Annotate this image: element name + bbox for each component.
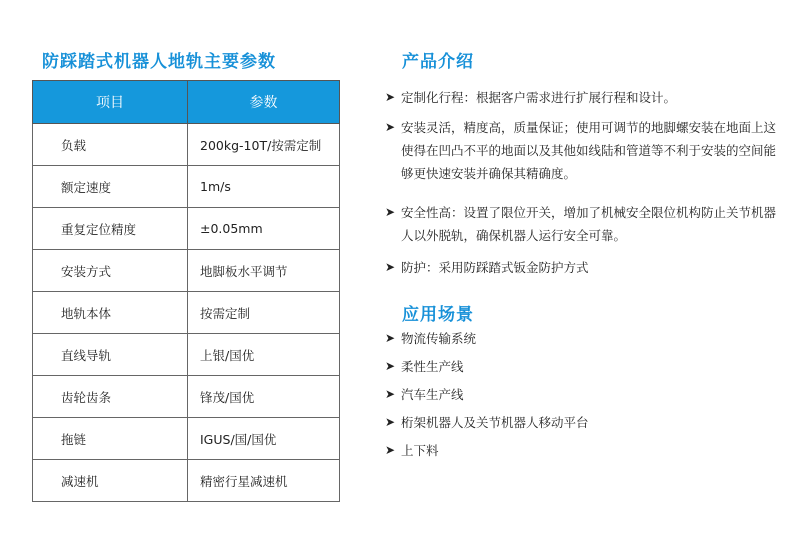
arrow-icon: ➤ xyxy=(385,359,396,373)
param-name: 额定速度 xyxy=(33,166,188,208)
param-value: 按需定制 xyxy=(188,292,340,334)
intro-item: ➤ 防护：采用防踩踏式钣金防护方式 xyxy=(385,256,785,279)
param-value: 上银/国优 xyxy=(188,334,340,376)
intro-title: 产品介绍 xyxy=(402,52,474,72)
param-value: IGUS/国/国优 xyxy=(188,418,340,460)
param-value: 锋茂/国优 xyxy=(188,376,340,418)
table-row xyxy=(33,334,340,376)
arrow-icon: ➤ xyxy=(385,443,396,457)
param-value: 200kg-10T/按需定制 xyxy=(188,124,340,166)
header-value: 参数 xyxy=(188,81,340,124)
param-name: 重复定位精度 xyxy=(33,208,188,250)
table-row xyxy=(33,124,340,166)
table-row xyxy=(33,460,340,502)
arrow-icon: ➤ xyxy=(385,387,396,401)
app-item: ➤ 物流传输系统 xyxy=(385,327,785,350)
intro-item: ➤ 安全性高：设置了限位开关，增加了机械安全限位机构防止关节机器人以外脱轨，确保机器人运行安全可靠。 xyxy=(385,201,785,247)
arrow-icon: ➤ xyxy=(385,415,396,429)
param-name: 负载 xyxy=(33,124,188,166)
param-name: 地轨本体 xyxy=(33,292,188,334)
arrow-icon: ➤ xyxy=(385,205,396,219)
app-item: ➤ 上下料 xyxy=(385,439,785,462)
app-item: ➤ 柔性生产线 xyxy=(385,355,785,378)
app-item: ➤ 汽车生产线 xyxy=(385,383,785,406)
param-value: 精密行星减速机 xyxy=(188,460,340,502)
param-name: 拖链 xyxy=(33,418,188,460)
param-value: ±0.05mm xyxy=(188,208,340,250)
param-name: 安装方式 xyxy=(33,250,188,292)
param-name: 直线导轨 xyxy=(33,334,188,376)
params-title: 防踩踏式机器人地轨主要参数 xyxy=(42,52,276,72)
table-row xyxy=(33,250,340,292)
param-value: 1m/s xyxy=(188,166,340,208)
table-row xyxy=(33,208,340,250)
header-item: 项目 xyxy=(33,81,188,124)
arrow-icon: ➤ xyxy=(385,260,396,274)
params-table xyxy=(32,80,340,502)
intro-item: ➤ 安装灵活，精度高，质量保证；使用可调节的地脚螺安装在地面上这使得在凹凸不平的地面以及其他如线陆和管道等不利于安装的空间能够更快速安装并确保其精确度。 xyxy=(385,116,785,185)
arrow-icon: ➤ xyxy=(385,90,396,104)
table-row xyxy=(33,418,340,460)
arrow-icon: ➤ xyxy=(385,120,396,134)
intro-item: ➤ 定制化行程：根据客户需求进行扩展行程和设计。 xyxy=(385,86,785,109)
app-item: ➤ 桁架机器人及关节机器人移动平台 xyxy=(385,411,785,434)
apps-title: 应用场景 xyxy=(402,305,474,325)
arrow-icon: ➤ xyxy=(385,331,396,345)
param-value: 地脚板水平调节 xyxy=(188,250,340,292)
table-row xyxy=(33,166,340,208)
table-row xyxy=(33,292,340,334)
param-name: 齿轮齿条 xyxy=(33,376,188,418)
table-row xyxy=(33,376,340,418)
param-name: 减速机 xyxy=(33,460,188,502)
